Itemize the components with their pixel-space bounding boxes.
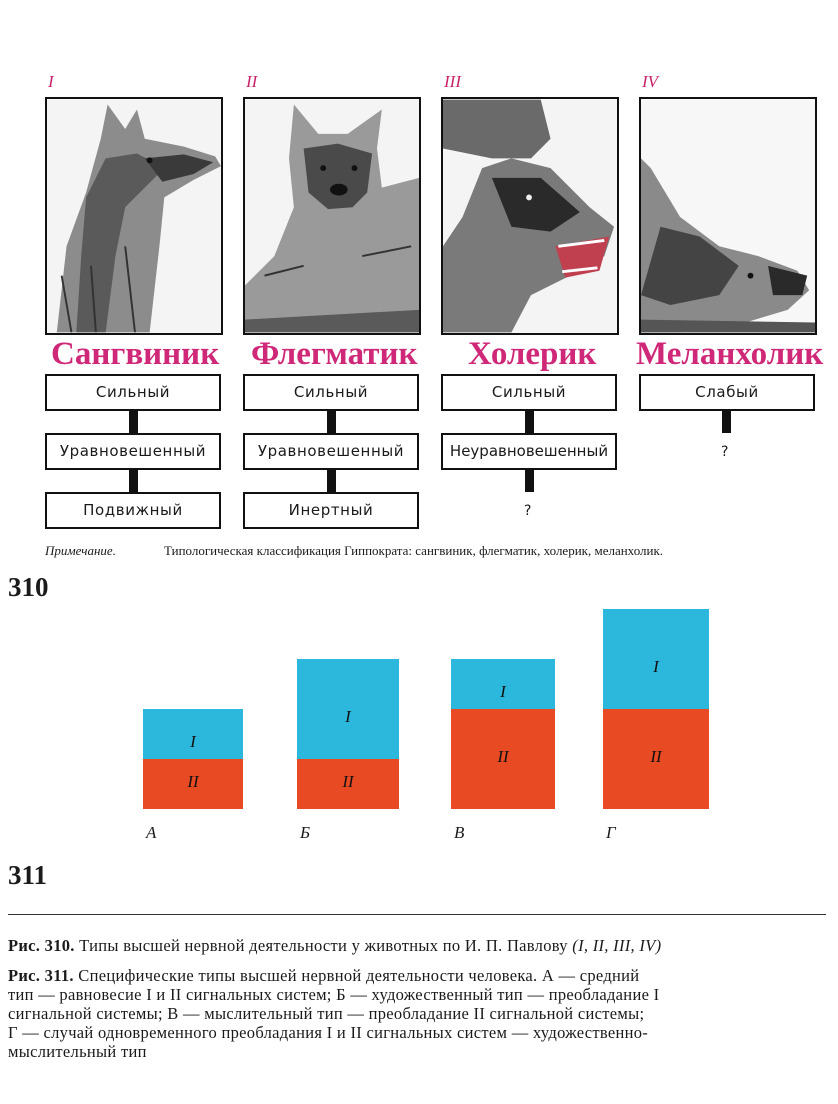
segment-label-II: II (187, 772, 199, 791)
bar-4 (603, 609, 709, 809)
bar-category-label: Б (300, 823, 311, 842)
dog-snarling-icon (443, 99, 617, 333)
bar-segment-system-II (451, 709, 555, 809)
type-name-phlegmatic: Флегматик (251, 336, 418, 372)
connector (129, 411, 138, 433)
trait-box-balanced-2: Уравновешенный (243, 433, 419, 470)
note-text: Типологическая классификация Гиппократа: сангвиник, флегматик, холерик, меланхолик. (164, 543, 664, 558)
trait-box-balanced-1: Уравновешенный (45, 433, 221, 470)
segment-label-I: I (190, 732, 196, 751)
connector (129, 470, 138, 492)
segment-label-II: II (650, 747, 662, 766)
dog-phlegmatic-illustration (243, 97, 421, 335)
dog-choleric-illustration (441, 97, 619, 335)
type-roman-1: I (48, 72, 54, 91)
connector (722, 411, 731, 433)
dog-melancholic-illustration (639, 97, 817, 335)
segment-label-II: II (497, 747, 509, 766)
dog-lying-icon (245, 99, 419, 333)
segment-label-I: I (653, 657, 659, 676)
bar-segment-system-I (451, 659, 555, 709)
connector (525, 411, 534, 433)
bar-category-label: А (146, 823, 157, 842)
trait-box-unbalanced: Неуравновешенный (441, 433, 617, 470)
trait-box-strong-2: Сильный (243, 374, 419, 411)
type-roman-2: II (246, 72, 258, 91)
trait-box-inert: Инертный (243, 492, 419, 529)
type-roman-4: IV (642, 72, 659, 91)
trait-box-strong-1: Сильный (45, 374, 221, 411)
bar-segment-system-II (297, 759, 399, 809)
bar-segment-system-I (297, 659, 399, 759)
note-label: Примечание. (45, 543, 116, 558)
dog-head-icon (47, 99, 221, 333)
type-name-choleric: Холерик (468, 336, 597, 372)
segment-label-I: I (345, 707, 351, 726)
bar-segment-system-II (143, 759, 243, 809)
trait-box-strong-3: Сильный (441, 374, 617, 411)
type-roman-3: III (444, 72, 461, 91)
bar-category-label: Г (606, 823, 616, 842)
connector (327, 411, 336, 433)
dog-cowering-icon (641, 99, 815, 333)
bar-category-label: В (454, 823, 465, 842)
trait-box-mobile: Подвижный (45, 492, 221, 529)
connector (525, 470, 534, 492)
bar-segment-system-II (603, 709, 709, 809)
bar-segment-system-I (603, 609, 709, 709)
segment-label-I: I (500, 682, 506, 701)
bar-segment-system-I (143, 709, 243, 759)
type-name-melancholic: Меланхолик (636, 336, 824, 372)
connector (327, 470, 336, 492)
unknown-trait-mark: ? (721, 444, 729, 460)
caption-311: Рис. 311. Специфические типы высшей нервной деятельности человека. А — средний тип — равновесие I и II сигнальных систем; Б — художественный тип — преобладание I сигнальной системы; В — мыслительный тип — преобладание II сигнальной системы; Г — случай одновременного преобладания I и II сигнальных систем — художественно- мыслительный тип (8, 966, 660, 1061)
figure-number-311: 311 (8, 860, 48, 890)
segment-label-II: II (342, 772, 354, 791)
unknown-trait-mark: ? (524, 503, 532, 519)
bar-2 (297, 659, 399, 809)
trait-box-weak: Слабый (639, 374, 815, 411)
type-name-sanguine: Сангвиник (51, 336, 220, 372)
dog-sanguine-illustration (45, 97, 223, 335)
divider (8, 914, 826, 915)
bar-1 (143, 709, 243, 809)
figure-number-310: 310 (8, 572, 49, 602)
bar-3 (451, 659, 555, 809)
caption-310: Рис. 310. Типы высшей нервной деятельности у животных по И. П. Павлову (I, II, III, IV) (8, 936, 662, 955)
